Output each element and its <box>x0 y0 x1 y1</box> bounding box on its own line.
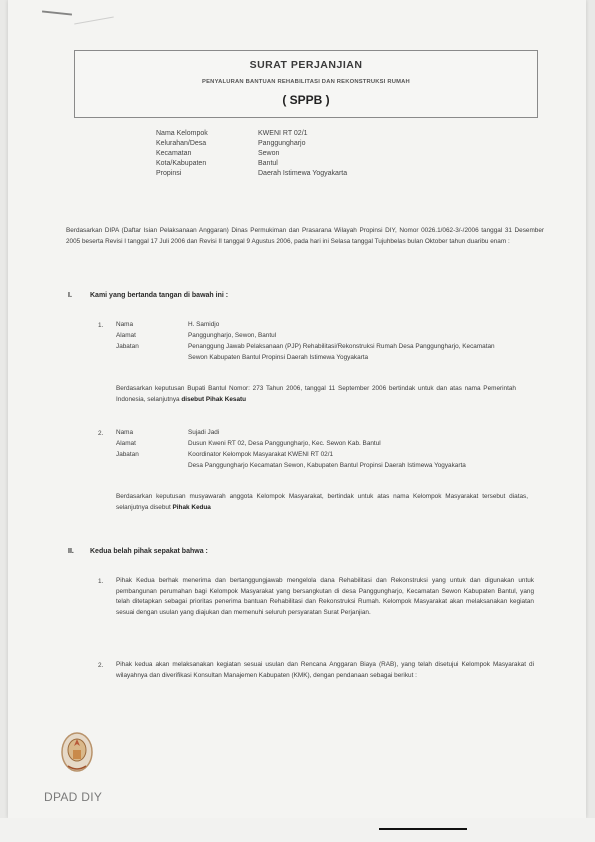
identity-value: Panggungharjo <box>258 140 306 147</box>
seal-emblem-icon <box>60 730 94 774</box>
section-1-number: I. <box>68 292 72 299</box>
intro-paragraph: Berdasarkan DIPA (Daftar Isian Pelaksanaan Anggaran) Dinas Permukiman dan Prasarana Wilayah Propinsi DIY, Nomor 0026.1/062-3/-/2006 tanggal 31 Desember 2005 beserta Revisi I tanggal 17 Juli 2006 dan Revisi II tanggal 9 Agustus 2006, pada hari ini Selasa tanggal Tujuhbelas bulan Oktober tahun duaribu enam : <box>66 227 544 245</box>
identity-label: Kota/Kabupaten <box>156 160 207 167</box>
document-subtitle: PENYALURAN BANTUAN REHABILITASI DAN REKONSTRUKSI RUMAH <box>202 79 410 85</box>
identity-label: Kecamatan <box>156 150 192 157</box>
identity-label: Kelurahan/Desa <box>156 140 207 147</box>
party-1-address <box>116 331 518 342</box>
basis-text: Berdasarkan keputusan musyawarah anggota Kelompok Masyarakat, bertindak untuk atas nama Kelompok Masyarakat tersebut diatas, selanjutnya disebut <box>116 493 528 511</box>
field-value: Koordinator Kelompok Masyarakat KWENI RT 02/1 <box>188 451 334 458</box>
document-code: ( SPPB ) <box>282 93 330 107</box>
party-2-position <box>116 450 518 461</box>
scan-mark <box>42 10 72 15</box>
party-2-number: 2. <box>98 430 104 437</box>
group-identity <box>156 130 347 180</box>
field-label: Alamat <box>116 440 136 447</box>
agreement-item-2: Pihak kedua akan melaksanakan kegiatan sesuai usulan dan Rencana Anggaran Biaya (RAB), yang telah disetujui Kelompok Masyarakat di wilayahnya dan diverifikasi Konsultan Manajemen Kabupaten (KMK), dengan pendanaan sebagai berikut : <box>116 661 534 679</box>
section-2-heading: Kedua belah pihak sepakat bahwa : <box>90 548 208 555</box>
identity-value: Daerah Istimewa Yogyakarta <box>258 170 348 177</box>
field-value: Panggungharjo, Sewon, Bantul <box>188 332 277 339</box>
scan-margin <box>0 818 595 842</box>
field-label: Jabatan <box>116 451 139 458</box>
identity-label: Nama Kelompok <box>156 130 208 137</box>
agreement-item-1: Pihak Kedua berhak menerima dan bertanggungjawab mengelola dana Rehabilitasi dan Rekonstruksi yang untuk dan digunakan untuk pembangunan perumahan bagi Kelompok Masyarakat yang bersangkutan di desa Panggungharjo, Kecamatan Sewon Kabupaten Bantul, yang telah ditetapkan sebagai prioritas penerima bantuan Rehabilitasi dan Rekonstruksi Rumah. Kelompok Masyarakat akan melaksanakan kegiatan sesuai dengan usulan yang diajukan dan memenuhi seluruh persyaratan Surat Perjanjian. <box>116 577 534 616</box>
party-1-number: 1. <box>98 322 104 329</box>
field-label: Nama <box>116 321 134 328</box>
basis-bold: disebut Pihak Kesatu <box>181 395 247 403</box>
party-2-position-cont: Desa Panggungharjo Kecamatan Sewon, Kabupaten Bantul Propinsi Daerah Istimewa Yogyakarta <box>188 462 466 469</box>
scan-mark <box>74 17 114 25</box>
basis-text: Berdasarkan keputusan Bupati Bantul Nomor: 273 Tahun 2006, tanggal 11 September 2006 bertindak untuk dan atas nama Pemerintah Indonesia, selanjutnya <box>116 385 516 403</box>
field-value: Dusun Kweni RT 02, Desa Panggungharjo, Kec. Sewon Kab. Bantul <box>188 440 381 447</box>
party-2-basis <box>116 492 528 513</box>
scan-line <box>379 828 467 830</box>
document-page <box>8 0 586 818</box>
watermark-text: DPAD DIY <box>44 790 103 804</box>
section-1-heading: Kami yang bertanda tangan di bawah ini : <box>90 292 229 299</box>
field-label: Jabatan <box>116 343 139 350</box>
field-label: Nama <box>116 429 134 436</box>
identity-label: Propinsi <box>156 170 182 177</box>
field-value: Sujadi Jadi <box>188 429 220 436</box>
identity-value: Sewon <box>258 150 280 157</box>
party-1-position <box>116 342 500 363</box>
field-label: Alamat <box>116 332 136 339</box>
party-1-basis <box>116 384 516 405</box>
field-value: H. Samidjo <box>188 321 220 328</box>
party-1-name <box>116 320 518 331</box>
item-number: 1. <box>98 578 104 585</box>
section-2-number: II. <box>68 548 74 555</box>
title-box <box>74 50 538 118</box>
party-2-name <box>116 428 518 439</box>
party-2-address <box>116 439 518 450</box>
identity-value: KWENI RT 02/1 <box>258 130 308 137</box>
item-number: 2. <box>98 662 104 669</box>
document-title: SURAT PERJANJIAN <box>249 59 363 71</box>
basis-bold: Pihak Kedua <box>172 503 211 511</box>
field-value: Penanggung Jawab Pelaksanaan (PJP) Rehabilitasi/Rekonstruksi Rumah Desa Panggungharjo, Kecamatan Sewon Kabupaten Bantul Propinsi Daerah Istimewa Yogyakarta <box>188 343 495 361</box>
identity-value: Bantul <box>258 160 278 167</box>
